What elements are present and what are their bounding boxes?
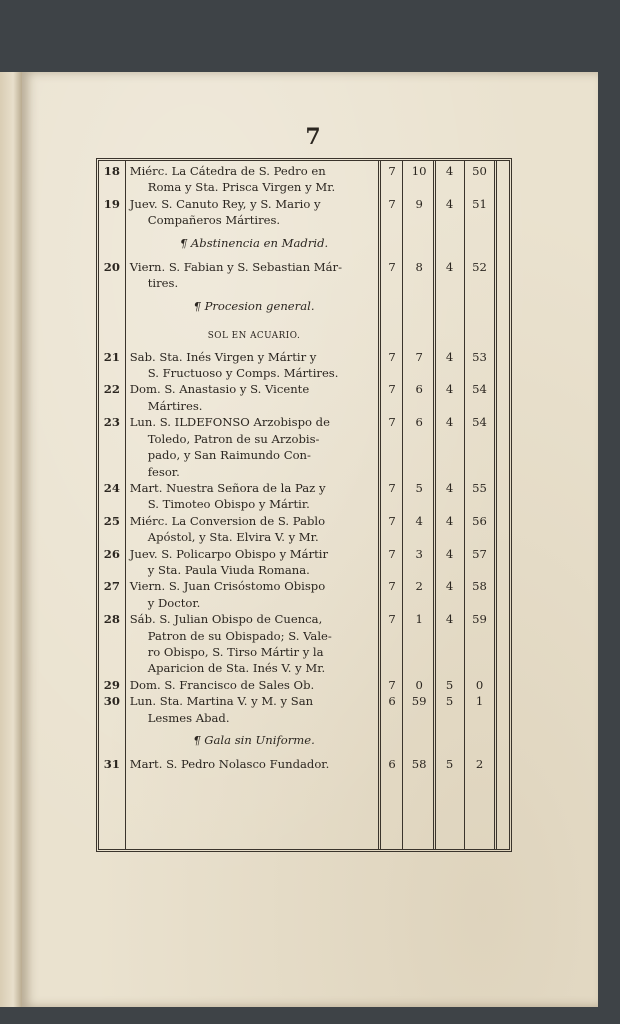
- sunrise-hour: 7: [388, 164, 396, 178]
- sunset-minute: 54: [472, 415, 487, 430]
- blank-cell: [494, 349, 509, 382]
- day-number: 28: [103, 612, 120, 627]
- day-number: 20: [103, 260, 120, 275]
- sunset-hour: 5: [445, 757, 454, 772]
- blank-cell: [99, 322, 125, 348]
- sunrise-minute: 58: [411, 757, 427, 772]
- calendar-note: [99, 229, 509, 259]
- blank-cell: [494, 611, 509, 677]
- blank-cell: [494, 756, 509, 772]
- description-continuation: pado, y San Raimundo Con-: [147, 448, 311, 463]
- sunrise-minute: 10: [411, 164, 427, 178]
- sunrise-hour: 7: [388, 415, 396, 430]
- calendar-table: [96, 158, 512, 852]
- blank-cell: [380, 726, 404, 756]
- blank-cell: [404, 726, 435, 756]
- day-number: 23: [103, 415, 120, 430]
- sunrise-hour: 7: [388, 196, 396, 211]
- blank-cell: [494, 229, 509, 259]
- sunrise-minute: 8: [415, 260, 423, 275]
- saint-description: [125, 196, 381, 229]
- description-continuation: S. Fructuoso y Comps. Mártires.: [147, 366, 339, 381]
- calendar-row: [99, 693, 509, 726]
- sunset-minute: 54: [472, 382, 487, 397]
- note-text: ¶ Abstinencia en Madrid.: [179, 235, 329, 250]
- saint-description: [125, 163, 381, 196]
- sunset-hour: 4: [445, 480, 454, 495]
- day-number: 22: [103, 382, 120, 397]
- note-text: ¶ Gala sin Uniforme.: [193, 733, 315, 747]
- blank-cell: [434, 322, 464, 348]
- day-number: 31: [103, 757, 120, 772]
- saint-description: [125, 381, 381, 414]
- sunset-hour: 4: [445, 579, 454, 594]
- day-number: 21: [103, 349, 120, 364]
- blank-cell: [494, 322, 509, 348]
- blank-cell: [494, 546, 509, 579]
- blank-cell: [494, 196, 509, 229]
- blank-cell: [380, 322, 404, 348]
- calendar-row: [99, 414, 509, 480]
- sunset-minute: 2: [475, 757, 484, 772]
- calendar-row: [99, 349, 509, 382]
- sunset-hour: 5: [445, 677, 454, 692]
- sunrise-minute: 6: [415, 382, 423, 397]
- sunrise-hour: 7: [388, 513, 396, 528]
- description-continuation: Roma y Sta. Prisca Virgen y Mr.: [147, 180, 336, 195]
- sunset-minute: 57: [472, 546, 487, 561]
- description-line: Miérc. La Conversion de S. Pablo: [129, 513, 326, 528]
- saint-description: [125, 756, 381, 772]
- description-continuation: Lesmes Abad.: [147, 710, 230, 725]
- calendar-row: [99, 480, 509, 513]
- sunset-minute: 55: [472, 480, 487, 495]
- description-continuation: tires.: [147, 276, 179, 291]
- day-number: 27: [103, 579, 120, 594]
- description-line: Sáb. S. Julian Obispo de Cuenca,: [129, 612, 323, 627]
- description-line: Mart. Nuestra Señora de la Paz y: [129, 480, 326, 495]
- sunrise-hour: 7: [388, 260, 396, 275]
- blank-cell: [99, 229, 125, 259]
- calendar-heading: [99, 322, 509, 348]
- sunrise-minute: 2: [415, 579, 423, 594]
- facing-page-edge: [0, 72, 22, 1007]
- sunset-hour: 4: [445, 196, 454, 211]
- calendar-row: [99, 513, 509, 546]
- book-page: [22, 72, 598, 1007]
- calendar-row: [99, 163, 509, 196]
- sunset-minute: 59: [472, 612, 487, 627]
- description-line: Juev. S. Canuto Rey, y S. Mario y: [129, 196, 321, 211]
- sunrise-hour: 6: [388, 694, 396, 709]
- sunrise-hour: 7: [388, 546, 396, 561]
- blank-cell: [380, 292, 404, 322]
- calendar-row: [99, 546, 509, 579]
- description-continuation: S. Timoteo Obispo y Mártir.: [147, 497, 310, 512]
- sunrise-minute: 5: [415, 480, 423, 495]
- sunrise-hour: 7: [388, 382, 396, 397]
- sunrise-hour: 7: [388, 579, 396, 594]
- blank-cell: [465, 322, 495, 348]
- blank-cell: [434, 292, 464, 322]
- blank-cell: [494, 259, 509, 292]
- sunset-hour: 4: [445, 164, 454, 178]
- description-line: Lun. S. ILDEFONSO Arzobispo de: [129, 415, 330, 430]
- note-text: ¶ Procesion general.: [193, 298, 315, 313]
- description-line: Viern. S. Juan Crisóstomo Obispo: [129, 579, 326, 594]
- description-line: Lun. Sta. Martina V. y M. y San: [129, 694, 314, 709]
- sunrise-minute: 9: [415, 196, 423, 211]
- sunrise-hour: 7: [388, 480, 396, 495]
- calendar-note: [99, 726, 509, 756]
- description-continuation: Compañeros Mártires.: [147, 213, 281, 228]
- sunset-hour: 4: [445, 349, 454, 364]
- sunrise-minute: 6: [415, 415, 423, 430]
- saint-description: [125, 611, 381, 677]
- sunrise-hour: 7: [388, 677, 396, 692]
- description-continuation: Aparicion de Sta. Inés V. y Mr.: [147, 661, 326, 676]
- blank-cell: [465, 229, 495, 259]
- blank-cell: [494, 381, 509, 414]
- sunset-hour: 4: [445, 415, 454, 430]
- description-line: Mart. S. Pedro Nolasco Fundador.: [129, 757, 330, 772]
- saint-description: [125, 578, 381, 611]
- description-continuation: Apóstol, y Sta. Elvira V. y Mr.: [147, 530, 319, 545]
- blank-cell: [434, 229, 464, 259]
- description-line: Miérc. La Cátedra de S. Pedro en: [129, 164, 326, 178]
- sunset-hour: 4: [445, 612, 454, 627]
- blank-cell: [494, 414, 509, 480]
- calendar-row: [99, 578, 509, 611]
- saint-description: [125, 693, 381, 726]
- day-number: 26: [103, 546, 120, 561]
- day-number: 30: [103, 694, 120, 709]
- sunset-hour: 4: [445, 382, 454, 397]
- blank-cell: [99, 292, 125, 322]
- sunset-minute: 52: [472, 260, 487, 275]
- sunrise-minute: 1: [415, 612, 423, 627]
- blank-cell: [494, 480, 509, 513]
- calendar-note: [99, 292, 509, 322]
- calendar-row: [99, 756, 509, 772]
- description-continuation: y Doctor.: [147, 595, 201, 610]
- calendar-row: [99, 381, 509, 414]
- day-number: 29: [103, 677, 120, 692]
- description-continuation: y Sta. Paula Viuda Romana.: [147, 562, 310, 577]
- day-number: 18: [103, 164, 120, 178]
- blank-cell: [494, 578, 509, 611]
- page-number: 7: [305, 124, 321, 150]
- sunset-hour: 4: [445, 260, 454, 275]
- sunrise-minute: 3: [415, 546, 423, 561]
- saint-description: [125, 259, 381, 292]
- description-continuation: Toledo, Patron de su Arzobis-: [147, 431, 320, 446]
- sunset-minute: 1: [475, 694, 484, 709]
- description-line: Sab. Sta. Inés Virgen y Mártir y: [129, 349, 317, 364]
- sunrise-hour: 6: [388, 757, 396, 772]
- description-continuation: fesor.: [147, 464, 180, 479]
- blank-cell: [494, 693, 509, 726]
- sunset-hour: 5: [445, 694, 454, 709]
- sunrise-hour: 7: [388, 612, 396, 627]
- description-continuation: ro Obispo, S. Tirso Mártir y la: [147, 644, 324, 659]
- saint-description: [125, 546, 381, 579]
- blank-cell: [380, 229, 404, 259]
- saint-description: [125, 414, 381, 480]
- day-number: 24: [103, 480, 120, 495]
- sunset-minute: 58: [472, 579, 487, 594]
- blank-cell: [404, 292, 435, 322]
- description-line: Viern. S. Fabian y S. Sebastian Már-: [129, 260, 342, 275]
- saint-description: [125, 480, 381, 513]
- blank-cell: [494, 163, 509, 196]
- sunset-minute: 53: [472, 349, 487, 364]
- sunrise-minute: 0: [415, 677, 423, 692]
- calendar-row: [99, 196, 509, 229]
- saint-description: [125, 677, 381, 693]
- sunrise-hour: 7: [388, 349, 396, 364]
- sunset-minute: 50: [472, 164, 487, 178]
- description-continuation: Patron de su Obispado; S. Vale-: [147, 628, 332, 643]
- calendar-row: [99, 259, 509, 292]
- blank-cell: [465, 292, 495, 322]
- blank-cell: [494, 677, 509, 693]
- blank-cell: [404, 229, 435, 259]
- heading-text: SOL EN ACUARIO.: [207, 331, 301, 342]
- sunrise-minute: 7: [415, 349, 423, 364]
- sunset-hour: 4: [445, 546, 454, 561]
- blank-cell: [434, 726, 464, 756]
- blank-cell: [494, 513, 509, 546]
- calendar-row: [99, 611, 509, 677]
- description-continuation: Mártires.: [147, 398, 203, 413]
- blank-cell: [494, 292, 509, 322]
- day-number: 25: [103, 513, 120, 528]
- description-line: Dom. S. Anastasio y S. Vicente: [129, 382, 310, 397]
- blank-cell: [404, 322, 435, 348]
- description-line: Dom. S. Francisco de Sales Ob.: [129, 677, 315, 692]
- sunset-minute: 0: [475, 677, 484, 692]
- description-line: Juev. S. Policarpo Obispo y Mártir: [129, 546, 329, 561]
- sunrise-minute: 59: [411, 694, 427, 709]
- saint-description: [125, 349, 381, 382]
- sunset-hour: 4: [445, 513, 454, 528]
- calendar-row: [99, 677, 509, 693]
- blank-cell: [99, 726, 125, 756]
- day-number: 19: [103, 196, 120, 211]
- sunrise-minute: 4: [415, 513, 423, 528]
- sunset-minute: 51: [472, 196, 487, 211]
- calendar-rows: [99, 163, 509, 773]
- blank-cell: [465, 726, 495, 756]
- blank-cell: [494, 726, 509, 756]
- saint-description: [125, 513, 381, 546]
- sunset-minute: 56: [472, 513, 487, 528]
